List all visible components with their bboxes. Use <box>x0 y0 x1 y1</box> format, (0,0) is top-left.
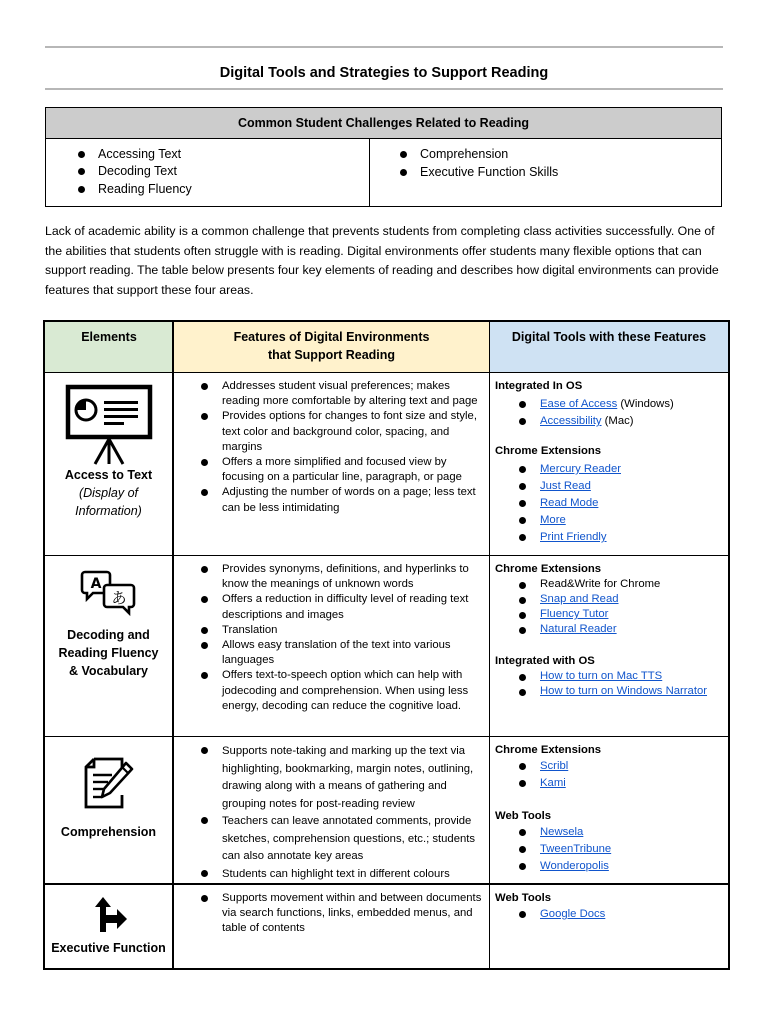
tool-item <box>518 824 727 841</box>
element-label: Reading Fluency <box>58 646 159 660</box>
tool-item <box>518 396 727 413</box>
tools-group-heading: Integrated with OS <box>495 655 595 667</box>
page-title: Digital Tools and Strategies to Support Reading <box>219 65 549 81</box>
tool-item <box>518 775 727 792</box>
challenges-right-column <box>370 139 721 206</box>
translate-glyph-b: あ <box>110 589 127 607</box>
tool-item <box>518 669 727 684</box>
tools-cell-access <box>495 379 727 546</box>
translate-glyph-a: A <box>90 576 101 592</box>
tool-item <box>518 577 727 592</box>
feature-item: Students can highlight text in different colours <box>200 866 486 884</box>
challenge-item: Comprehension <box>398 146 721 163</box>
tools-group-heading: Web Tools <box>495 810 552 822</box>
tools-group-heading: Chrome Extensions <box>495 744 602 756</box>
tools-cell-executive <box>495 891 727 923</box>
tool-item <box>518 841 727 858</box>
header-tools <box>490 322 728 372</box>
tool-link[interactable]: Read Mode <box>540 497 599 509</box>
note-pencil-icon <box>82 755 136 811</box>
challenge-item: Decoding Text <box>76 163 369 180</box>
tool-link[interactable]: Scribl <box>540 760 569 772</box>
tool-link[interactable]: Print Friendly <box>540 531 607 543</box>
feature-item: Supports movement within and between documents via search functions, links, embedded menus, and table of contents <box>200 891 486 937</box>
tool-link[interactable]: TweenTribune <box>540 843 612 855</box>
tool-item <box>518 607 727 622</box>
feature-item: Translation <box>200 623 486 638</box>
header-tools-label: Digital Tools with these Features <box>511 330 707 344</box>
feature-item: Supports note-taking and marking up the text via highlighting, bookmarking, margin notes, outlining, drawing along with a means of gathering and grouping notes for post-reading review <box>200 743 486 813</box>
element-label: Decoding and <box>67 628 150 642</box>
tool-link[interactable]: Wonderopolis <box>540 860 609 872</box>
tool-item <box>518 478 727 495</box>
tool-link[interactable]: How to turn on Mac TTS <box>540 670 663 682</box>
header-elements <box>45 322 173 372</box>
feature-item: Provides options for changes to font size and style, text color and background color, spacing, and margins <box>200 409 486 455</box>
intro-paragraph: Lack of academic ability is a common challenge that prevents students from completing class activities successfully. One of the abilities that students often struggle with is reading. Digital environments offer students many flexible options that can support reading. The table below presents four key elements of reading and describes how digital environments can provide features that support these four areas. <box>45 224 719 297</box>
element-cell-executive <box>45 885 172 970</box>
tools-cell-comprehension <box>495 743 727 875</box>
tool-link[interactable]: Accessibility <box>540 415 602 427</box>
tool-link[interactable]: Fluency Tutor <box>540 608 609 620</box>
challenges-table <box>45 107 722 207</box>
tool-link[interactable]: More <box>540 514 566 526</box>
feature-item: Offers text-to-speech option which can help with jodecoding and comprehension. When using less energy, decoding can reduce the cognitive load. <box>200 668 486 714</box>
features-cell-comprehension <box>200 743 486 883</box>
challenges-heading: Common Student Challenges Related to Reading <box>46 108 721 139</box>
features-cell-access <box>200 379 486 516</box>
tool-link[interactable]: Ease of Access <box>540 398 618 410</box>
title-rule <box>45 88 723 90</box>
tool-link[interactable]: Google Docs <box>540 908 606 920</box>
feature-item: Allows easy translation of the text into various languages <box>200 638 486 668</box>
tool-link[interactable]: Snap and Read <box>540 593 619 605</box>
turn-right-arrow-icon <box>89 895 129 933</box>
tool-item <box>518 529 727 546</box>
feature-item: Provides synonyms, definitions, and hyperlinks to know the meanings of unknown words <box>200 562 486 592</box>
features-cell-executive <box>200 891 486 937</box>
tools-group-heading: Chrome Extensions <box>495 563 602 575</box>
tool-link[interactable]: Just Read <box>540 480 591 492</box>
header-elements-label: Elements <box>81 330 137 344</box>
challenge-item: Reading Fluency <box>76 181 369 198</box>
tool-item <box>518 622 727 637</box>
element-cell-comprehension <box>45 737 172 883</box>
tool-item <box>518 858 727 875</box>
tool-item <box>518 592 727 607</box>
tool-link[interactable]: Newsela <box>540 826 584 838</box>
element-cell-access <box>45 373 172 555</box>
tool-item <box>518 495 727 512</box>
tool-item <box>518 906 727 923</box>
translate-icon <box>79 568 139 618</box>
element-cell-decoding <box>45 556 172 736</box>
challenges-left-column <box>46 139 370 206</box>
column-divider <box>489 322 490 968</box>
feature-item: Addresses student visual preferences; makes reading more comfortable by altering text and page <box>200 379 486 409</box>
element-label: Executive Function <box>51 941 166 955</box>
reading-elements-table <box>43 320 730 970</box>
challenge-item: Executive Function Skills <box>398 164 721 181</box>
top-rule <box>45 46 723 48</box>
element-label: Comprehension <box>60 825 157 839</box>
tool-link[interactable]: Kami <box>540 777 566 789</box>
element-label: & Vocabulary <box>69 664 148 678</box>
tool-item <box>518 684 727 699</box>
feature-item: Offers a more simplified and focused view by focusing on a particular line, paragraph, or page <box>200 455 486 485</box>
header-features-line1: Features of Digital Environments <box>233 330 430 344</box>
tool-link[interactable]: How to turn on Windows Narrator <box>540 685 708 697</box>
tool-item <box>518 461 727 478</box>
element-sublabel: Information) <box>75 504 142 518</box>
feature-item: Offers a reduction in difficulty level of reading text descriptions and images <box>200 592 486 622</box>
feature-item: Teachers can leave annotated comments, provide sketches, comprehension questions, etc.; students can also annotate key areas <box>200 813 486 866</box>
element-label: Access to Text <box>64 468 153 482</box>
tools-cell-decoding <box>495 562 727 699</box>
tool-item <box>518 758 727 775</box>
presentation-board-icon <box>64 384 154 466</box>
tools-group-heading: Integrated In OS <box>495 380 583 392</box>
tools-group-heading: Chrome Extensions <box>495 445 602 457</box>
tool-item <box>518 512 727 529</box>
feature-item: Adjusting the number of words on a page; less text can be less intimidating <box>200 485 486 515</box>
tool-text: Read&Write for Chrome <box>540 578 661 590</box>
tool-suffix: (Mac) <box>601 415 634 427</box>
challenge-item: Accessing Text <box>76 146 369 163</box>
tool-item <box>518 413 727 430</box>
column-divider <box>172 322 174 968</box>
tool-link[interactable]: Mercury Reader <box>540 463 621 475</box>
header-features-line2: that Support Reading <box>267 348 396 362</box>
header-features <box>173 322 490 372</box>
tools-group-heading: Web Tools <box>495 892 552 904</box>
features-cell-decoding <box>200 562 486 714</box>
tool-link[interactable]: Natural Reader <box>540 623 617 635</box>
tool-suffix: (Windows) <box>617 398 674 410</box>
element-sublabel: (Display of <box>78 486 139 500</box>
